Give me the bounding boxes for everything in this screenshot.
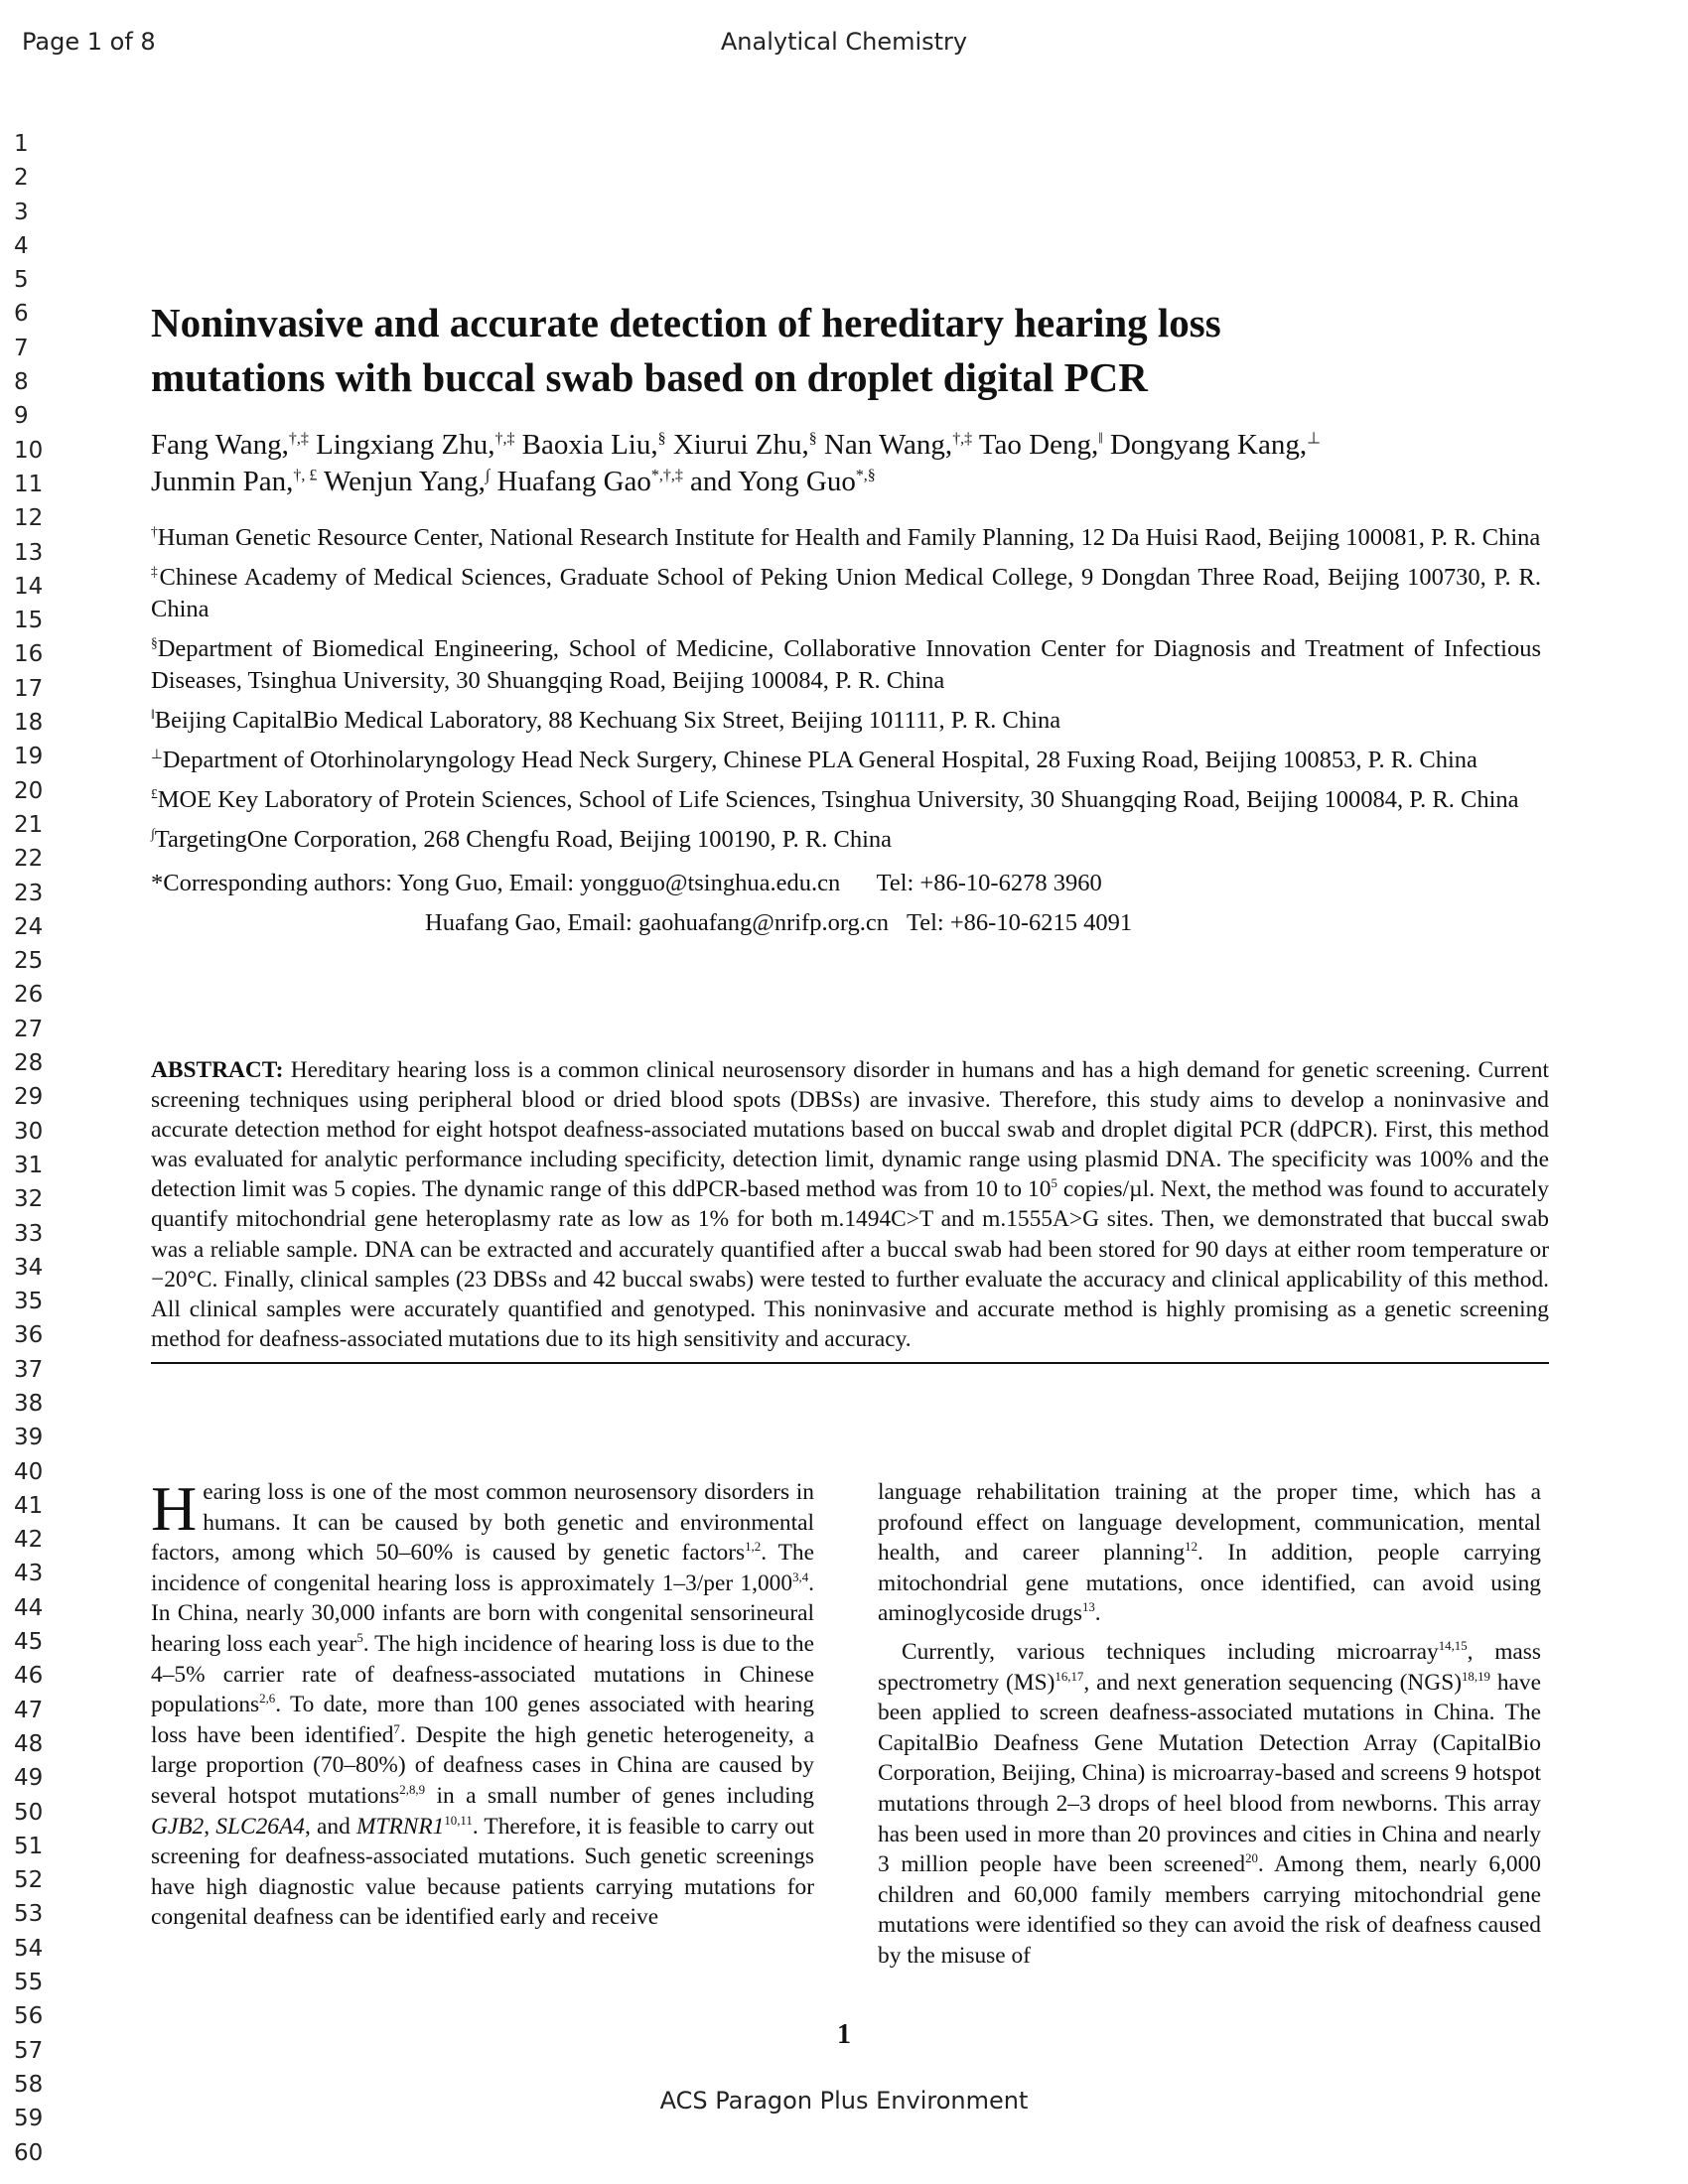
author-name: Junmin Pan,	[151, 466, 294, 497]
line-number: 39	[14, 1425, 44, 1451]
citation: 13	[1081, 1600, 1095, 1615]
citation: 20	[1245, 1851, 1258, 1866]
affiliation-mark: §	[151, 634, 158, 650]
citation: 5	[356, 1631, 363, 1646]
drop-cap: H	[151, 1473, 198, 1544]
line-number: 17	[14, 675, 44, 702]
body-text: , and	[304, 1813, 356, 1840]
line-number: 31	[14, 1152, 44, 1178]
author-name: Nan Wang,	[823, 429, 953, 461]
line-number: 20	[14, 777, 44, 804]
gene-name: GJB2	[151, 1813, 205, 1840]
abstract-label: ABSTRACT:	[151, 1057, 284, 1083]
intro-paragraph-1-cont	[878, 1477, 1541, 1629]
abstract-text-2: copies/µl. Next, the method was found to accurately quantify mitochondrial gene heteroplasmy rate as low as 1% for both m.1494C>T and m.1555A>G sites. Then, we demonstrated that buccal swab was a reliable sample. DNA can be extracted and accurately quantified after a buccal swab had been stored for 90 days at either room temperature or −20°C. Finally, clinical samples (23 DBSs and 42 buccal swabs) were tested to further evaluate the accuracy and clinical applicability of this method. All clinical samples were accurately quantified and genotyped. This noninvasive and accurate method is highly promising as a genetic screening method for deafness-associated mutations due to its high sensitivity and accuracy.	[151, 1176, 1550, 1352]
author	[690, 466, 876, 497]
body-text: have been applied to screen deafness-associated mutations in China. The CapitalBio Deafness Gene Mutation Detection Array (CapitalBio Corporation, Beijing, China) is microarray-based and screens 9 hotspot mutations through 2–3 drops of heel blood from newborns. This array has been used in more than 20 provinces and cities in China and nearly 3 million people have been screened	[878, 1669, 1541, 1878]
affiliation	[151, 824, 1541, 856]
line-number: 34	[14, 1254, 44, 1281]
author-name: Dongyang Kang,	[1109, 429, 1308, 461]
line-number: 46	[14, 1663, 44, 1690]
affiliation-text: Department of Biomedical Engineering, School of Medicine, Collaborative Innovation Center for Diagnosis and Treatment of Infectious Diseases, Tsinghua University, 30 Shuangqing Road, Beijing 100084, P. R. China	[151, 635, 1541, 694]
affiliation-text: MOE Key Laboratory of Protein Sciences, School of Life Sciences, Tsinghua University, 30 Shuangqing Road, Beijing 100084, P. R. China	[157, 786, 1519, 813]
line-number: 56	[14, 2003, 44, 2030]
line-number: 59	[14, 2106, 44, 2132]
gene-name: SLC26A4	[215, 1813, 305, 1840]
line-number: 48	[14, 1730, 44, 1757]
body-text: .	[1094, 1600, 1101, 1627]
footer-text: ACS Paragon Plus Environment	[659, 2087, 1029, 2115]
body-text: . To date, more than 100 genes associated with hearing loss have been identified	[151, 1692, 814, 1748]
author-name: Tao Deng,	[978, 429, 1099, 461]
body-text: Currently, various techniques including microarray	[902, 1638, 1439, 1665]
body-text: . The high incidence of hearing loss is due to the 4–5% carrier rate of deafness-associated mutations in Chinese populations	[151, 1630, 814, 1718]
body-text: , mass spectrometry (MS)	[878, 1638, 1541, 1696]
citation: 7	[393, 1721, 400, 1736]
paper-title	[151, 296, 1541, 405]
citation: 16,17	[1055, 1669, 1084, 1684]
author-affiliation-mark: *,§	[855, 467, 876, 484]
line-number: 60	[14, 2139, 44, 2166]
affiliation-mark: ∫	[151, 825, 155, 841]
author-name: Lingxiang Zhu,	[316, 429, 495, 461]
author-affiliation-mark: §	[657, 430, 666, 448]
line-number: 22	[14, 846, 44, 873]
line-number: 8	[14, 369, 29, 396]
affiliation	[151, 784, 1541, 816]
author-affiliation-mark: ‖	[1098, 430, 1103, 448]
citation: 2,8,9	[399, 1783, 426, 1798]
author-affiliation-mark: †,‡	[494, 430, 515, 448]
line-number: 6	[14, 301, 29, 328]
corresponding-email-1: Yong Guo, Email: yongguo@tsinghua.edu.cn	[397, 870, 841, 896]
author	[151, 429, 309, 461]
line-number: 42	[14, 1527, 44, 1554]
citation: 1,2	[745, 1540, 762, 1555]
journal-name: Analytical Chemistry	[720, 28, 968, 56]
line-number: 3	[14, 199, 29, 225]
line-number: 21	[14, 811, 44, 838]
line-number: 36	[14, 1322, 44, 1349]
citation: 3,4	[792, 1570, 809, 1584]
line-number: 50	[14, 1799, 44, 1826]
author-name: Huafang Gao	[496, 466, 651, 497]
line-number: 14	[14, 573, 44, 600]
line-number: 28	[14, 1050, 44, 1077]
author	[673, 429, 817, 461]
page-number: 1	[837, 2019, 851, 2050]
author-name: Fang Wang,	[151, 429, 289, 461]
author-list	[151, 427, 1541, 500]
author-affiliation-mark: §	[808, 430, 817, 448]
corresponding-email-2: Huafang Gao, Email: gaohuafang@nrifp.org.cn	[425, 909, 890, 936]
line-number: 29	[14, 1084, 44, 1111]
body-text: . In China, nearly 30,000 infants are born with congenital sensorineural hearing loss each year	[151, 1570, 814, 1657]
affiliation	[151, 705, 1541, 737]
citation: 2,6	[259, 1692, 276, 1706]
corresponding-tel-1: Tel: +86-10-6278 3960	[876, 870, 1102, 896]
line-number: 49	[14, 1765, 44, 1792]
line-number: 53	[14, 1901, 44, 1928]
line-number: 54	[14, 1935, 44, 1962]
citation: 12	[1185, 1540, 1197, 1555]
affiliation-text: TargetingOne Corporation, 268 Chengfu Road, Beijing 100190, P. R. China	[154, 826, 893, 853]
affiliations	[151, 522, 1541, 943]
affiliation-list	[151, 522, 1541, 856]
citation: 14,15	[1438, 1639, 1468, 1654]
corresponding-authors	[151, 864, 1541, 943]
author-affiliation-mark: ⊥	[1307, 430, 1321, 448]
abstract	[151, 1055, 1549, 1364]
citation: 10,11	[444, 1813, 473, 1828]
line-number: 35	[14, 1289, 44, 1315]
abstract-text-1: Hereditary hearing loss is a common clinical neurosensory disorder in humans and has a high demand for genetic screening. Current screening techniques using peripheral blood or dried blood spots (DBSs) are invasive. Therefore, this study aims to develop a noninvasive and accurate detection method for eight hotspot deafness-associated mutations based on buccal swab and droplet digital PCR (ddPCR). First, this method was evaluated for analytic performance including specificity, detection limit, dynamic range using plasmid DNA. The specificity was 100% and the detection limit was 5 copies. The dynamic range of this ddPCR-based method was from 10 to 10	[151, 1057, 1549, 1203]
author-name: Baoxia Liu,	[521, 429, 658, 461]
affiliation-mark: ‖	[151, 706, 155, 722]
body-text: . In addition, people carrying mitochondrial gene mutations, once identified, can avoid using aminoglycoside drugs	[878, 1540, 1541, 1627]
line-number: 52	[14, 1867, 44, 1894]
gene-name: MTRNR1	[355, 1813, 445, 1840]
line-number: 47	[14, 1697, 44, 1723]
author	[1110, 429, 1321, 461]
line-number: 45	[14, 1629, 44, 1656]
citation: 18,19	[1462, 1669, 1490, 1684]
author-name: Wenjun Yang,	[324, 466, 486, 497]
author-name: Xiurui Zhu,	[672, 429, 809, 461]
line-number: 30	[14, 1118, 44, 1145]
author	[824, 429, 972, 461]
line-numbers	[14, 127, 64, 2170]
line-number: 2	[14, 165, 29, 192]
author	[522, 429, 666, 461]
title-line-2: mutations with buccal swab based on droplet digital PCR	[151, 354, 1148, 400]
line-number: 7	[14, 335, 29, 361]
author-affiliation-mark: †,‡	[288, 430, 309, 448]
line-number: 16	[14, 641, 44, 668]
author-affiliation-mark: †,‡	[952, 430, 973, 448]
line-number: 51	[14, 1833, 44, 1859]
line-number: 55	[14, 1970, 44, 1996]
line-number: 11	[14, 471, 44, 497]
line-number: 38	[14, 1390, 44, 1417]
body-column-right	[878, 1477, 1541, 1972]
affiliation-text: Beijing CapitalBio Medical Laboratory, 88 Kechuang Six Street, Beijing 101111, P. R. China	[154, 707, 1061, 734]
affiliation-mark: £	[151, 785, 158, 801]
body-text: . Despite the high genetic heterogeneity, a large proportion (70–80%) of deafness cases in China are caused by several hotspot mutations	[151, 1721, 814, 1809]
line-number: 57	[14, 2037, 44, 2064]
author	[151, 466, 317, 497]
author-name: and Yong Guo	[690, 466, 856, 497]
line-number: 58	[14, 2071, 44, 2098]
author-affiliation-mark: ∫	[485, 467, 491, 484]
line-number: 32	[14, 1186, 44, 1213]
line-number: 33	[14, 1220, 44, 1247]
line-number: 4	[14, 232, 29, 259]
author	[497, 466, 683, 497]
affiliation-text: Chinese Academy of Medical Sciences, Graduate School of Peking Union Medical College, 9 Dongdan Three Road, Beijing 100730, P. R. China	[151, 564, 1541, 622]
intro-paragraph-1	[151, 1473, 815, 1933]
body-text: earing loss is one of the most common neurosensory disorders in humans. It can be caused by both genetic and environmental factors, among which 50–60% is caused by genetic factors	[151, 1479, 814, 1567]
affiliation-text: Department of Otorhinolaryngology Head Neck Surgery, Chinese PLA General Hospital, 28 Fuxing Road, Beijing 100853, P. R. China	[162, 747, 1477, 773]
body-text: . Among them, nearly 6,000 children and 60,000 family members carrying mitochondrial gene mutations were identified so they can avoid the risk of deafness caused by the misuse of	[878, 1851, 1541, 1969]
line-number: 26	[14, 982, 44, 1009]
line-number: 18	[14, 710, 44, 737]
affiliation	[151, 745, 1541, 776]
affiliation	[151, 522, 1541, 554]
intro-paragraph-2	[878, 1637, 1541, 1972]
author	[316, 429, 514, 461]
body-text: language rehabilitation training at the proper time, which has a profound effect on language development, communication, mental health, and career planning	[878, 1479, 1541, 1567]
line-number: 24	[14, 913, 44, 940]
author-affiliation-mark: †, £	[293, 467, 318, 484]
line-number: 37	[14, 1356, 44, 1383]
line-number: 9	[14, 403, 29, 430]
line-number: 5	[14, 267, 29, 294]
affiliation-mark: †	[151, 523, 158, 539]
line-number: 27	[14, 1016, 44, 1042]
line-number: 15	[14, 608, 44, 634]
body-text: . Therefore, it is feasible to carry out screening for deafness-associated mutations. Such genetic screenings have high diagnostic value because patients carrying mutations for congenital deafness can be identified early and receive	[151, 1813, 814, 1931]
body-column-left	[151, 1473, 815, 1933]
affiliation-text: Human Genetic Resource Center, National Research Institute for Health and Family Planning, 12 Da Huisi Raod, Beijing 100081, P. R. China	[157, 524, 1541, 551]
author-affiliation-mark: *,†,‡	[650, 467, 683, 484]
body-text: in a small number of genes including	[425, 1782, 815, 1809]
line-number: 1	[14, 131, 29, 157]
line-number: 10	[14, 437, 44, 464]
line-number: 19	[14, 744, 44, 770]
line-number: 41	[14, 1492, 44, 1519]
affiliation-mark: ⊥	[151, 746, 163, 761]
body-text: , and next generation sequencing (NGS)	[1083, 1669, 1462, 1696]
body-text: . The incidence of congenital hearing loss is approximately 1–3/per 1,000	[151, 1540, 814, 1596]
affiliation	[151, 633, 1541, 697]
page-info: Page 1 of 8	[22, 28, 156, 56]
line-number: 40	[14, 1458, 44, 1485]
line-number: 12	[14, 505, 44, 532]
affiliation-mark: ‡	[151, 563, 160, 579]
author	[324, 466, 490, 497]
abstract-superscript: 5	[1051, 1176, 1057, 1191]
line-number: 13	[14, 539, 44, 566]
line-number: 44	[14, 1594, 44, 1621]
title-line-1: Noninvasive and accurate detection of hereditary hearing loss	[151, 300, 1221, 345]
line-number: 43	[14, 1561, 44, 1587]
line-number: 25	[14, 948, 44, 975]
corresponding-tel-2: Tel: +86-10-6215 4091	[906, 909, 1133, 936]
line-number: 23	[14, 880, 44, 906]
author	[979, 429, 1103, 461]
corresponding-label: *Corresponding authors:	[151, 870, 398, 896]
body-text: ,	[204, 1813, 216, 1840]
affiliation	[151, 562, 1541, 625]
